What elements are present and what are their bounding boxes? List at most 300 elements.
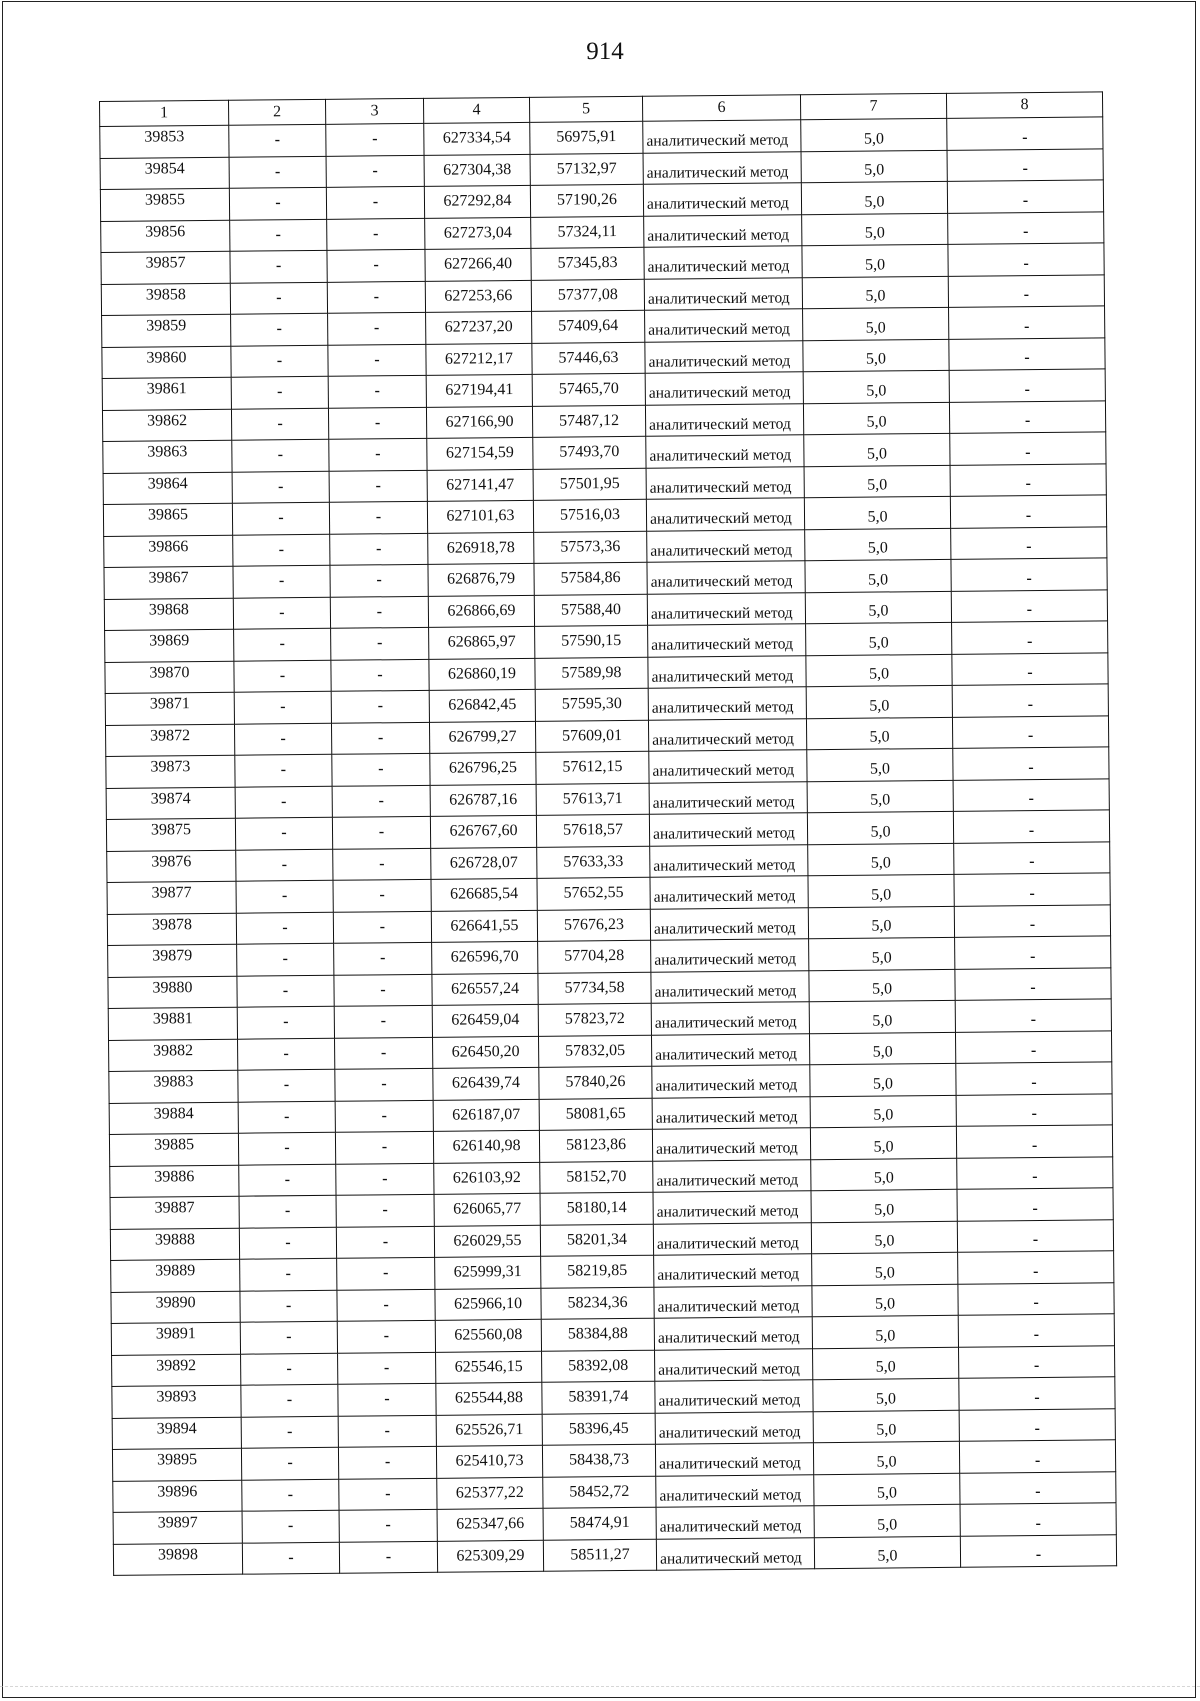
method-cell: аналитический метод bbox=[648, 624, 806, 657]
col2-cell: - bbox=[229, 156, 326, 188]
method-cell: аналитический метод bbox=[645, 309, 803, 342]
col8-cell: - bbox=[956, 1062, 1112, 1095]
y-coordinate-cell: 57609,01 bbox=[535, 720, 648, 753]
method-cell: аналитический метод bbox=[647, 592, 805, 625]
accuracy-cell: 5,0 bbox=[806, 685, 952, 718]
col2-cell: - bbox=[239, 1227, 336, 1259]
col3-cell: - bbox=[333, 911, 431, 943]
y-coordinate-cell: 56975,91 bbox=[530, 121, 643, 154]
x-coordinate-cell: 625544,88 bbox=[436, 1382, 542, 1415]
method-cell: аналитический метод bbox=[655, 1443, 813, 1476]
point-number-cell: 39876 bbox=[107, 850, 236, 883]
col3-cell: - bbox=[338, 1352, 436, 1384]
method-cell: аналитический метод bbox=[656, 1474, 814, 1507]
y-coordinate-cell: 57823,72 bbox=[538, 1003, 651, 1036]
point-number-cell: 39884 bbox=[109, 1102, 238, 1135]
header-cell: 3 bbox=[325, 98, 423, 124]
col8-cell: - bbox=[958, 1251, 1114, 1284]
accuracy-cell: 5,0 bbox=[812, 1284, 958, 1317]
table-body bbox=[100, 117, 1117, 1576]
y-coordinate-cell: 58152,70 bbox=[540, 1161, 653, 1194]
col2-cell: - bbox=[234, 723, 331, 755]
col2-cell: - bbox=[241, 1447, 338, 1479]
accuracy-cell: 5,0 bbox=[803, 402, 949, 435]
point-number-cell: 39888 bbox=[110, 1228, 239, 1261]
x-coordinate-cell: 626865,97 bbox=[429, 626, 535, 659]
y-coordinate-cell: 57590,15 bbox=[535, 625, 648, 658]
x-coordinate-cell: 626596,70 bbox=[432, 941, 538, 974]
accuracy-cell: 5,0 bbox=[802, 213, 948, 246]
accuracy-cell: 5,0 bbox=[813, 1378, 959, 1411]
col8-cell: - bbox=[953, 778, 1109, 811]
method-cell: аналитический метод bbox=[655, 1411, 813, 1444]
col8-cell: - bbox=[951, 589, 1107, 622]
x-coordinate-cell: 626787,16 bbox=[430, 784, 536, 817]
y-coordinate-cell: 58123,86 bbox=[539, 1129, 652, 1162]
col2-cell: - bbox=[231, 376, 328, 408]
col8-cell: - bbox=[959, 1440, 1115, 1473]
x-coordinate-cell: 625309,29 bbox=[437, 1540, 543, 1573]
x-coordinate-cell: 627304,38 bbox=[424, 154, 530, 187]
y-coordinate-cell: 58234,36 bbox=[541, 1287, 654, 1320]
col2-cell: - bbox=[229, 124, 326, 156]
y-coordinate-cell: 58180,14 bbox=[540, 1192, 653, 1225]
accuracy-cell: 5,0 bbox=[813, 1347, 959, 1380]
accuracy-cell: 5,0 bbox=[809, 1000, 955, 1033]
header-cell: 7 bbox=[800, 93, 946, 119]
y-coordinate-cell: 57132,97 bbox=[530, 153, 643, 186]
x-coordinate-cell: 626728,07 bbox=[431, 847, 537, 880]
col3-cell: - bbox=[337, 1289, 435, 1321]
point-number-cell: 39873 bbox=[106, 755, 235, 788]
method-cell: аналитический метод bbox=[654, 1285, 812, 1318]
y-coordinate-cell: 57377,08 bbox=[531, 279, 644, 312]
accuracy-cell: 5,0 bbox=[814, 1504, 960, 1537]
col2-cell: - bbox=[234, 660, 331, 692]
accuracy-cell: 5,0 bbox=[801, 150, 947, 183]
y-coordinate-cell: 58391,74 bbox=[542, 1381, 655, 1414]
col2-cell: - bbox=[237, 1006, 334, 1038]
method-cell: аналитический метод bbox=[650, 907, 808, 940]
accuracy-cell: 5,0 bbox=[807, 811, 953, 844]
col3-cell: - bbox=[331, 722, 429, 754]
y-coordinate-cell: 57704,28 bbox=[538, 940, 651, 973]
col3-cell: - bbox=[330, 533, 428, 565]
x-coordinate-cell: 626842,45 bbox=[429, 689, 535, 722]
col8-cell: - bbox=[957, 1219, 1113, 1252]
col3-cell: - bbox=[332, 753, 430, 785]
point-number-cell: 39898 bbox=[113, 1543, 242, 1576]
x-coordinate-cell: 626439,74 bbox=[433, 1067, 539, 1100]
header-cell: 5 bbox=[529, 96, 642, 122]
col8-cell: - bbox=[958, 1314, 1114, 1347]
col8-cell: - bbox=[948, 274, 1104, 307]
y-coordinate-cell: 58452,72 bbox=[543, 1476, 656, 1509]
point-number-cell: 39857 bbox=[101, 251, 230, 284]
col3-cell: - bbox=[326, 155, 424, 187]
accuracy-cell: 5,0 bbox=[808, 906, 954, 939]
col2-cell: - bbox=[238, 1101, 335, 1133]
col2-cell: - bbox=[238, 1069, 335, 1101]
col8-cell: - bbox=[948, 211, 1104, 244]
point-number-cell: 39891 bbox=[111, 1322, 240, 1355]
col8-cell: - bbox=[947, 117, 1103, 150]
col2-cell: - bbox=[236, 880, 333, 912]
method-cell: аналитический метод bbox=[649, 813, 807, 846]
method-cell: аналитический метод bbox=[651, 939, 809, 972]
accuracy-cell: 5,0 bbox=[814, 1473, 960, 1506]
point-number-cell: 39897 bbox=[113, 1511, 242, 1544]
col3-cell: - bbox=[336, 1226, 434, 1258]
point-number-cell: 39861 bbox=[102, 377, 231, 410]
col3-cell: - bbox=[331, 659, 429, 691]
accuracy-cell: 5,0 bbox=[807, 780, 953, 813]
col2-cell: - bbox=[233, 565, 330, 597]
y-coordinate-cell: 57612,15 bbox=[536, 751, 649, 784]
method-cell: аналитический метод bbox=[653, 1191, 811, 1224]
method-cell: аналитический метод bbox=[647, 561, 805, 594]
col8-cell: - bbox=[954, 904, 1110, 937]
col8-cell: - bbox=[950, 463, 1106, 496]
x-coordinate-cell: 625377,22 bbox=[437, 1477, 543, 1510]
accuracy-cell: 5,0 bbox=[801, 118, 947, 151]
method-cell: аналитический метод bbox=[648, 655, 806, 688]
accuracy-cell: 5,0 bbox=[810, 1063, 956, 1096]
col2-cell: - bbox=[229, 187, 326, 219]
col8-cell: - bbox=[947, 148, 1103, 181]
y-coordinate-cell: 57487,12 bbox=[532, 405, 645, 438]
accuracy-cell: 5,0 bbox=[807, 748, 953, 781]
col8-cell: - bbox=[959, 1377, 1115, 1410]
col8-cell: - bbox=[952, 684, 1108, 717]
accuracy-cell: 5,0 bbox=[808, 843, 954, 876]
point-number-cell: 39880 bbox=[108, 976, 237, 1009]
col3-cell: - bbox=[328, 344, 426, 376]
col2-cell: - bbox=[232, 471, 329, 503]
accuracy-cell: 5,0 bbox=[810, 1126, 956, 1159]
point-number-cell: 39863 bbox=[103, 440, 232, 473]
col2-cell: - bbox=[242, 1542, 339, 1574]
col8-cell: - bbox=[956, 1093, 1112, 1126]
method-cell: аналитический метод bbox=[652, 1065, 810, 1098]
col2-cell: - bbox=[234, 691, 331, 723]
point-number-cell: 39871 bbox=[105, 692, 234, 725]
col3-cell: - bbox=[333, 848, 431, 880]
y-coordinate-cell: 57446,63 bbox=[532, 342, 645, 375]
header-cell: 2 bbox=[228, 99, 325, 125]
x-coordinate-cell: 625560,08 bbox=[435, 1319, 541, 1352]
accuracy-cell: 5,0 bbox=[806, 622, 952, 655]
col3-cell: - bbox=[337, 1320, 435, 1352]
point-number-cell: 39860 bbox=[102, 346, 231, 379]
col2-cell: - bbox=[233, 597, 330, 629]
method-cell: аналитический метод bbox=[646, 498, 804, 531]
col3-cell: - bbox=[332, 816, 430, 848]
x-coordinate-cell: 627194,41 bbox=[426, 374, 532, 407]
header-cell: 1 bbox=[100, 100, 229, 126]
method-cell: аналитический метод bbox=[648, 687, 806, 720]
x-coordinate-cell: 627334,54 bbox=[424, 122, 530, 155]
x-coordinate-cell: 626685,54 bbox=[431, 878, 537, 911]
y-coordinate-cell: 57595,30 bbox=[535, 688, 648, 721]
accuracy-cell: 5,0 bbox=[805, 559, 951, 592]
accuracy-cell: 5,0 bbox=[803, 339, 949, 372]
col8-cell: - bbox=[949, 337, 1105, 370]
accuracy-cell: 5,0 bbox=[813, 1410, 959, 1443]
point-number-cell: 39883 bbox=[109, 1070, 238, 1103]
col8-cell: - bbox=[950, 432, 1106, 465]
method-cell: аналитический метод bbox=[651, 1033, 809, 1066]
accuracy-cell: 5,0 bbox=[804, 496, 950, 529]
y-coordinate-cell: 58081,65 bbox=[539, 1098, 652, 1131]
point-number-cell: 39878 bbox=[107, 913, 236, 946]
col3-cell: - bbox=[335, 1037, 433, 1069]
col8-cell: - bbox=[953, 747, 1109, 780]
col8-cell: - bbox=[958, 1282, 1114, 1315]
y-coordinate-cell: 57618,57 bbox=[536, 814, 649, 847]
col8-cell: - bbox=[951, 526, 1107, 559]
accuracy-cell: 5,0 bbox=[805, 591, 951, 624]
accuracy-cell: 5,0 bbox=[812, 1315, 958, 1348]
y-coordinate-cell: 58474,91 bbox=[543, 1507, 656, 1540]
x-coordinate-cell: 626140,98 bbox=[433, 1130, 539, 1163]
x-coordinate-cell: 626103,92 bbox=[434, 1162, 540, 1195]
col2-cell: - bbox=[242, 1510, 339, 1542]
method-cell: аналитический метод bbox=[647, 529, 805, 562]
point-number-cell: 39885 bbox=[109, 1133, 238, 1166]
col2-cell: - bbox=[240, 1258, 337, 1290]
col2-cell: - bbox=[237, 975, 334, 1007]
y-coordinate-cell: 57589,98 bbox=[535, 657, 648, 690]
accuracy-cell: 5,0 bbox=[812, 1252, 958, 1285]
x-coordinate-cell: 626860,19 bbox=[429, 658, 535, 691]
x-coordinate-cell: 626557,24 bbox=[432, 973, 538, 1006]
y-coordinate-cell: 57633,33 bbox=[537, 846, 650, 879]
col3-cell: - bbox=[338, 1415, 436, 1447]
accuracy-cell: 5,0 bbox=[814, 1536, 960, 1569]
accuracy-cell: 5,0 bbox=[809, 1032, 955, 1065]
col2-cell: - bbox=[236, 849, 333, 881]
col3-cell: - bbox=[328, 312, 426, 344]
col2-cell: - bbox=[241, 1353, 338, 1385]
x-coordinate-cell: 627253,66 bbox=[425, 280, 531, 313]
x-coordinate-cell: 627212,17 bbox=[426, 343, 532, 376]
point-number-cell: 39877 bbox=[107, 881, 236, 914]
col8-cell: - bbox=[955, 1030, 1111, 1063]
accuracy-cell: 5,0 bbox=[801, 181, 947, 214]
point-number-cell: 39890 bbox=[111, 1291, 240, 1324]
col3-cell: - bbox=[330, 564, 428, 596]
col8-cell: - bbox=[960, 1534, 1116, 1567]
point-number-cell: 39872 bbox=[105, 724, 234, 757]
col3-cell: - bbox=[327, 249, 425, 281]
y-coordinate-cell: 57652,55 bbox=[537, 877, 650, 910]
y-coordinate-cell: 57409,64 bbox=[532, 310, 645, 343]
y-coordinate-cell: 58392,08 bbox=[542, 1350, 655, 1383]
point-number-cell: 39869 bbox=[105, 629, 234, 662]
col8-cell: - bbox=[960, 1503, 1116, 1536]
col2-cell: - bbox=[230, 219, 327, 251]
col2-cell: - bbox=[234, 628, 331, 660]
accuracy-cell: 5,0 bbox=[809, 969, 955, 1002]
accuracy-cell: 5,0 bbox=[803, 370, 949, 403]
method-cell: аналитический метод bbox=[651, 1002, 809, 1035]
col3-cell: - bbox=[331, 690, 429, 722]
x-coordinate-cell: 627101,63 bbox=[427, 500, 533, 533]
y-coordinate-cell: 57465,70 bbox=[532, 373, 645, 406]
col2-cell: - bbox=[231, 313, 328, 345]
col2-cell: - bbox=[231, 345, 328, 377]
col3-cell: - bbox=[326, 186, 424, 218]
point-number-cell: 39882 bbox=[109, 1039, 238, 1072]
method-cell: аналитический метод bbox=[643, 183, 801, 216]
y-coordinate-cell: 58438,73 bbox=[542, 1444, 655, 1477]
y-coordinate-cell: 57190,26 bbox=[530, 184, 643, 217]
point-number-cell: 39858 bbox=[101, 283, 230, 316]
x-coordinate-cell: 626796,25 bbox=[430, 752, 536, 785]
col3-cell: - bbox=[330, 596, 428, 628]
col2-cell: - bbox=[232, 502, 329, 534]
col3-cell: - bbox=[339, 1478, 437, 1510]
col2-cell: - bbox=[235, 817, 332, 849]
point-number-cell: 39862 bbox=[102, 409, 231, 442]
accuracy-cell: 5,0 bbox=[803, 307, 949, 340]
method-cell: аналитический метод bbox=[656, 1537, 814, 1570]
col2-cell: - bbox=[230, 250, 327, 282]
col3-cell: - bbox=[331, 627, 429, 659]
method-cell: аналитический метод bbox=[652, 1128, 810, 1161]
point-number-cell: 39887 bbox=[110, 1196, 239, 1229]
point-number-cell: 39886 bbox=[110, 1165, 239, 1198]
col2-cell: - bbox=[235, 754, 332, 786]
x-coordinate-cell: 627237,20 bbox=[426, 311, 532, 344]
x-coordinate-cell: 625526,71 bbox=[436, 1414, 542, 1447]
y-coordinate-cell: 58396,45 bbox=[542, 1413, 655, 1446]
point-number-cell: 39855 bbox=[100, 188, 229, 221]
col8-cell: - bbox=[957, 1156, 1113, 1189]
point-number-cell: 39894 bbox=[112, 1417, 241, 1450]
point-number-cell: 39893 bbox=[112, 1385, 241, 1418]
point-number-cell: 39875 bbox=[106, 818, 235, 851]
x-coordinate-cell: 625410,73 bbox=[436, 1445, 542, 1478]
accuracy-cell: 5,0 bbox=[813, 1441, 959, 1474]
coordinates-table bbox=[99, 91, 1117, 1576]
col2-cell: - bbox=[242, 1479, 339, 1511]
col3-cell: - bbox=[327, 218, 425, 250]
header-cell: 8 bbox=[946, 92, 1102, 118]
x-coordinate-cell: 627141,47 bbox=[427, 469, 533, 502]
method-cell: аналитический метод bbox=[644, 214, 802, 247]
x-coordinate-cell: 626876,79 bbox=[428, 563, 534, 596]
col8-cell: - bbox=[957, 1188, 1113, 1221]
point-number-cell: 39856 bbox=[101, 220, 230, 253]
y-coordinate-cell: 57588,40 bbox=[534, 594, 647, 627]
method-cell: аналитический метод bbox=[655, 1380, 813, 1413]
col2-cell: - bbox=[232, 439, 329, 471]
method-cell: аналитический метод bbox=[652, 1096, 810, 1129]
col3-cell: - bbox=[334, 974, 432, 1006]
point-number-cell: 39865 bbox=[103, 503, 232, 536]
point-number-cell: 39881 bbox=[108, 1007, 237, 1040]
header-cell: 4 bbox=[423, 97, 529, 123]
point-number-cell: 39867 bbox=[104, 566, 233, 599]
point-number-cell: 39892 bbox=[112, 1354, 241, 1387]
x-coordinate-cell: 627273,04 bbox=[425, 217, 531, 250]
method-cell: аналитический метод bbox=[650, 876, 808, 909]
col8-cell: - bbox=[949, 306, 1105, 339]
col2-cell: - bbox=[238, 1038, 335, 1070]
point-number-cell: 39874 bbox=[106, 787, 235, 820]
x-coordinate-cell: 626866,69 bbox=[428, 595, 534, 628]
y-coordinate-cell: 57676,23 bbox=[537, 909, 650, 942]
col2-cell: - bbox=[237, 943, 334, 975]
x-coordinate-cell: 626187,07 bbox=[433, 1099, 539, 1132]
method-cell: аналитический метод bbox=[646, 435, 804, 468]
x-coordinate-cell: 626918,78 bbox=[428, 532, 534, 565]
x-coordinate-cell: 626029,55 bbox=[434, 1225, 540, 1258]
x-coordinate-cell: 625347,66 bbox=[437, 1508, 543, 1541]
y-coordinate-cell: 57573,36 bbox=[534, 531, 647, 564]
col3-cell: - bbox=[327, 281, 425, 313]
method-cell: аналитический метод bbox=[646, 466, 804, 499]
x-coordinate-cell: 627166,90 bbox=[426, 406, 532, 439]
method-cell: аналитический метод bbox=[653, 1222, 811, 1255]
col2-cell: - bbox=[238, 1132, 335, 1164]
accuracy-cell: 5,0 bbox=[806, 717, 952, 750]
y-coordinate-cell: 57493,70 bbox=[533, 436, 646, 469]
col8-cell: - bbox=[951, 558, 1107, 591]
point-number-cell: 39895 bbox=[112, 1448, 241, 1481]
col2-cell: - bbox=[233, 534, 330, 566]
x-coordinate-cell: 626450,20 bbox=[432, 1036, 538, 1069]
col8-cell: - bbox=[949, 400, 1105, 433]
method-cell: аналитический метод bbox=[650, 844, 808, 877]
col3-cell: - bbox=[335, 1100, 433, 1132]
x-coordinate-cell: 626459,04 bbox=[432, 1004, 538, 1037]
col8-cell: - bbox=[954, 873, 1110, 906]
method-cell: аналитический метод bbox=[643, 151, 801, 184]
col8-cell: - bbox=[953, 810, 1109, 843]
col3-cell: - bbox=[335, 1068, 433, 1100]
point-number-cell: 39864 bbox=[103, 472, 232, 505]
x-coordinate-cell: 627154,59 bbox=[427, 437, 533, 470]
col2-cell: - bbox=[241, 1416, 338, 1448]
method-cell: аналитический метод bbox=[645, 372, 803, 405]
point-number-cell: 39866 bbox=[104, 535, 233, 568]
x-coordinate-cell: 627292,84 bbox=[424, 185, 530, 218]
method-cell: аналитический метод bbox=[654, 1254, 812, 1287]
col3-cell: - bbox=[338, 1383, 436, 1415]
accuracy-cell: 5,0 bbox=[810, 1095, 956, 1128]
method-cell: аналитический метод bbox=[655, 1348, 813, 1381]
point-number-cell: 39854 bbox=[100, 157, 229, 190]
accuracy-cell: 5,0 bbox=[808, 874, 954, 907]
col2-cell: - bbox=[236, 912, 333, 944]
method-cell: аналитический метод bbox=[653, 1159, 811, 1192]
col8-cell: - bbox=[954, 841, 1110, 874]
method-cell: аналитический метод bbox=[649, 750, 807, 783]
x-coordinate-cell: 626065,77 bbox=[434, 1193, 540, 1226]
y-coordinate-cell: 57501,95 bbox=[533, 468, 646, 501]
x-coordinate-cell: 625546,15 bbox=[436, 1351, 542, 1384]
col8-cell: - bbox=[949, 369, 1105, 402]
col3-cell: - bbox=[337, 1257, 435, 1289]
col3-cell: - bbox=[329, 501, 427, 533]
x-coordinate-cell: 626641,55 bbox=[431, 910, 537, 943]
method-cell: аналитический метод bbox=[648, 718, 806, 751]
col8-cell: - bbox=[947, 180, 1103, 213]
col2-cell: - bbox=[240, 1290, 337, 1322]
